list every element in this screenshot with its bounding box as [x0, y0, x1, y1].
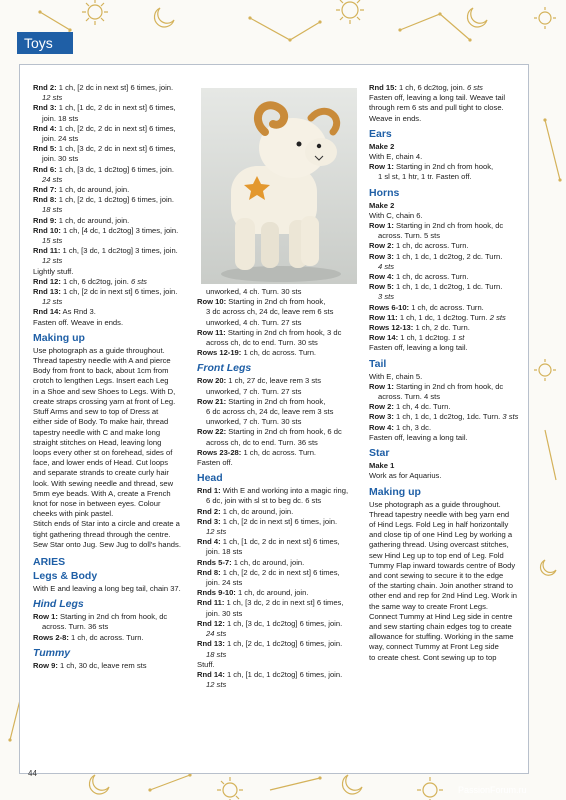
row-text: 1 ch, dc across. Turn. [68, 632, 144, 642]
pattern-row [33, 307, 191, 317]
text-line: tapestry needle with C and make long [33, 427, 161, 437]
row-label: Rnd 2: [33, 83, 57, 92]
pattern-row [197, 486, 363, 496]
row-text: 1 ch, dc around, join. [220, 506, 294, 516]
row-label: Row 4: [369, 422, 394, 432]
row-label: Rnd 13: [33, 287, 61, 297]
row-text: 1 ch, 27 dc, leave rem 3 sts [226, 376, 322, 386]
row-text: 1 ch, dc around, join. [56, 215, 130, 225]
pattern-row [369, 313, 525, 323]
pattern-row [33, 144, 191, 154]
section-heading: Making up [369, 485, 421, 498]
row-label: Row 3: [369, 251, 394, 261]
section-heading: Ears [369, 127, 392, 140]
making-up-text [369, 500, 525, 663]
pattern-row [33, 216, 191, 226]
section-heading: Head [197, 472, 223, 485]
pattern-row [197, 507, 363, 517]
row-label: Rows 23-28: [197, 447, 242, 457]
pattern-row [369, 402, 525, 412]
text-line: create straps crossing yarn at front of Leg. [33, 396, 176, 406]
row-count: unworked, 4 ch. Turn. 30 sts [206, 287, 302, 296]
text-line: and cont sewing to secure it to the edge [369, 570, 504, 580]
row-text: 1 ch, dc across. Turn. [241, 447, 317, 457]
row-label: Rnds 9-10: [197, 588, 236, 598]
row-count: 18 sts [206, 649, 227, 659]
section-heading: Front Legs [197, 362, 252, 375]
row-label: Rnd 8: [33, 195, 57, 205]
row-label: Rnd 10: [33, 225, 61, 235]
row-count: unworked, 7 ch. Turn. 27 sts [206, 386, 302, 396]
row-label: Row 10: [197, 297, 227, 307]
row-text: 1 ch, [4 dc, 1 dc2tog] 3 times, join. [60, 225, 179, 235]
pattern-row [33, 612, 191, 622]
pattern-row [369, 272, 525, 282]
sun-icon [534, 359, 556, 381]
row-count: unworked, 4 ch. Turn. 27 sts [206, 317, 302, 327]
row-label: Rnds 5-7: [197, 557, 232, 567]
making-up-text [33, 346, 191, 550]
pattern-row [197, 297, 363, 307]
row-count: 24 sts [206, 629, 227, 639]
text-line: of the starting chain. Join another strand to [369, 581, 513, 591]
row-label: Rnd 1: [197, 486, 221, 496]
text-line: other end and rep for 2nd Hind Leg. Work in [369, 591, 518, 601]
text-line: allowance for stuffing. Working in the same [369, 632, 514, 642]
section-heading: Legs & Body [33, 569, 98, 582]
watermark-credit: PassionForum.ru [458, 785, 527, 795]
row-label: Row 20: [197, 376, 227, 386]
row-label: Rnd 7: [33, 185, 57, 195]
sun-icon [534, 7, 556, 29]
pattern-row [369, 303, 525, 313]
moon-icon [89, 775, 109, 794]
row-text: 1 ch, [3 dc, 1 dc2tog] 6 times, join. [224, 618, 343, 628]
pattern-row [33, 277, 191, 287]
ram-toy-illustration [201, 88, 357, 284]
row-text: 1 ch, [2 dc, 1 dc2tog] 6 times, join. [224, 639, 343, 649]
row-label: Row 1: [33, 612, 58, 622]
row-count: 6 sts [130, 276, 147, 286]
section-heading: Tail [369, 357, 387, 370]
pattern-row [33, 83, 191, 93]
text-line: face, and lower ends of Head. Cut loops [33, 458, 169, 468]
text-line: Stuff Arms and sew to top of Dress at [33, 407, 159, 417]
row-label: Row 3: [369, 412, 394, 422]
text-line: and close tip of one Hind Leg by working a [369, 530, 513, 540]
row-label: Rnd 12: [197, 618, 225, 628]
text-line: to create chest. Cont sewing up to top [369, 652, 497, 662]
pattern-row [197, 448, 363, 458]
text-line: and separate strands to create curly hair [33, 468, 169, 478]
text-line: cheeks with pink pastel. [33, 509, 114, 519]
text-line: Thread tapestry needle with beg yarn end [369, 509, 510, 519]
text-line: Fasten off, leaving a long tail. Weave tail [369, 93, 506, 103]
pattern-row [369, 323, 525, 333]
section-heading: ARIES [33, 555, 66, 568]
pattern-row [33, 195, 191, 205]
ram-toy-photo [201, 88, 357, 284]
pattern-row [197, 348, 363, 358]
row-text: 1 ch, dc across. Turn. [241, 348, 317, 358]
row-count: across. Turn. 4 sts [378, 392, 441, 402]
row-label: Row 9: [33, 660, 58, 670]
row-text: 1 ch, [3 dc, 2 dc in next st] 6 times, [56, 144, 176, 154]
row-text: 1 sl st, 1 htr, 1 tr. Fasten off. [378, 172, 472, 182]
text-line: straight stitches on Head, leaving long [33, 437, 162, 447]
row-label: Rnd 3: [197, 516, 221, 526]
moon-icon [342, 775, 362, 794]
row-count: 3 sts [378, 292, 395, 302]
row-count: 24 sts [42, 174, 63, 184]
row-text: 1 ch, [2 dc, 2 dc in next st] 6 times, [220, 567, 340, 577]
pattern-row [197, 537, 363, 547]
row-count: unworked, 7 ch. Turn. 30 sts [206, 417, 302, 427]
row-label: Rows 2-8: [33, 632, 69, 642]
pattern-row [197, 328, 363, 338]
text-line: way, connect Tummy at Front Leg side [369, 642, 499, 652]
pattern-row [197, 427, 363, 437]
text-line: Stitch ends of Star into a circle and create a [33, 519, 180, 529]
pattern-row [369, 412, 525, 422]
text-line: Weave in ends. [369, 113, 422, 123]
text-line: either side of Body. To make hair, thread [33, 417, 169, 427]
row-label: Rnd 11: [33, 246, 61, 256]
row-text: 1 ch, 30 dc, leave rem sts [57, 660, 147, 670]
row-label: Rnd 6: [33, 164, 57, 174]
section-heading: Hind Legs [33, 598, 84, 611]
row-label: Rnd 12: [33, 276, 61, 286]
pattern-note: With C, chain 6. [369, 210, 423, 220]
pattern-row [197, 588, 363, 598]
row-text: Starting in 2nd ch from hook, 6 dc [226, 427, 342, 437]
row-count: 12 sts [42, 93, 63, 103]
section-tab: Toys [17, 32, 73, 54]
pattern-row [369, 382, 525, 392]
pattern-row [197, 517, 363, 527]
row-text: 1 ch, 1 dc, 1 dc2tog, 1 dc. Turn. [393, 282, 503, 292]
row-label: Rnd 14: [197, 669, 225, 679]
row-text: With E and working into a magic ring, [220, 486, 349, 496]
row-text: 1 ch, dc across. Turn. [393, 241, 469, 251]
row-text: 1 ch, 1 dc2tog. [398, 333, 453, 343]
row-text: Starting in 2nd ch from hook, dc [393, 381, 504, 391]
text-line: Use photograph as a guide throughout. [33, 345, 165, 355]
make-count: Make 2 [369, 141, 395, 151]
row-label: Rows 6-10: [369, 302, 410, 312]
row-label: Row 11: [369, 312, 398, 322]
section-heading: Horns [369, 186, 400, 199]
moon-icon [541, 560, 556, 575]
text-line: in a Shoe and sew Shoes to Legs. With D, [33, 386, 176, 396]
pattern-note: Fasten off, leaving a long tail. [369, 432, 468, 442]
row-label: Row 5: [369, 282, 394, 292]
row-text: Starting in 2nd ch from hook, [226, 297, 326, 307]
page-number: 44 [28, 769, 37, 778]
row-count: join. 18 sts [206, 547, 243, 557]
text-line: look. With sewing needle and thread, sew [33, 478, 174, 488]
row-count: 1 st [452, 333, 465, 343]
row-label: Row 2: [369, 402, 394, 412]
pattern-note: Fasten off. [197, 458, 233, 468]
pattern-row [369, 83, 525, 93]
row-label: Row 1: [369, 162, 394, 172]
row-count: 3 sts [502, 412, 519, 422]
row-text: 1 ch, 6 dc2tog, join. [60, 276, 131, 286]
row-count: 2 sts [489, 312, 506, 322]
column-left [33, 83, 191, 671]
pattern-row [369, 162, 525, 172]
row-text: 1 ch, dc across. Turn. [409, 302, 484, 312]
row-label: Rows 12-13: [369, 323, 414, 333]
pattern-row [369, 221, 525, 231]
text-line: through rem 6 sts and pull tight to close. [369, 103, 504, 113]
row-label: Rnd 2: [197, 506, 221, 516]
row-count: 4 sts [378, 261, 395, 271]
pattern-row [369, 333, 525, 343]
row-label: Row 22: [197, 427, 227, 437]
row-text: 1 ch, 1 dc, 1 dc2tog, 2 dc. Turn. [393, 251, 503, 261]
moon-icon [467, 8, 487, 27]
text-line: the same way to create Front Legs. [369, 601, 489, 611]
row-text: 1 ch, [1 dc, 2 dc in next st] 6 times, [220, 537, 340, 547]
text-line: Sew Star onto Jug. Sew Jug to doll's hands. [33, 539, 181, 549]
pattern-note: With E and leaving a long beg tail, chain 37. [33, 583, 181, 593]
pattern-row [33, 103, 191, 113]
row-count: 6 sts [466, 83, 483, 92]
pattern-row [369, 241, 525, 251]
sun-icon [336, 0, 364, 24]
text-line: Connect Tummy at Hind Leg side in centre [369, 611, 513, 621]
row-count: 12 sts [206, 527, 227, 537]
text-line: crotch to lengthen Legs. Insert each Leg [33, 376, 169, 386]
pattern-row [33, 246, 191, 256]
make-count: Make 2 [369, 200, 395, 210]
row-text: 1 ch, [2 dc in next st] 6 times, join. [220, 516, 338, 526]
pattern-row [33, 633, 191, 643]
row-count: join. 30 sts [42, 154, 79, 164]
row-text: 1 ch, [1 dc, 2 dc in next st] 6 times, [56, 103, 176, 113]
pattern-row [33, 226, 191, 236]
row-text: 1 ch, [2 dc in next st] 6 times, join. [60, 287, 178, 297]
row-text: 1 ch, [3 dc, 1 dc2tog] 3 times, join. [60, 246, 178, 256]
row-text: Starting in 2nd ch from hook, [226, 396, 326, 406]
text-line: Use photograph as a guide throughout. [369, 499, 501, 509]
row-text: 1 ch, [2 dc in next st] 6 times, join. [56, 83, 174, 92]
pattern-row [197, 568, 363, 578]
row-label: Rnd 3: [33, 103, 57, 113]
section-heading: Making up [33, 331, 85, 344]
row-count: 15 sts [42, 236, 63, 246]
pattern-row [197, 670, 363, 680]
text-line: knot for nose in between eyes. Colour [33, 498, 161, 508]
row-text: 1 ch, 6 dc2tog, join. [396, 83, 467, 92]
text-line: Tummy Flap inward towards centre of Body [369, 560, 516, 570]
section-heading: Star [369, 447, 390, 460]
pattern-note: Work as for Aquarius. [369, 471, 442, 481]
pattern-note: Fasten off, leaving a long tail. [369, 343, 468, 353]
row-label: Row 2: [369, 241, 394, 251]
pattern-row [33, 287, 191, 297]
row-count: join. 24 sts [42, 134, 79, 144]
pattern-row [369, 282, 525, 292]
row-text: 1 ch, dc around, join. [56, 185, 130, 195]
make-count: Make 1 [369, 461, 395, 471]
row-label: Row 1: [369, 221, 394, 231]
row-count: 6 dc, join with sl st to beg dc. 6 sts [206, 496, 322, 506]
row-text: 1 ch, 2 dc. Turn. [413, 323, 470, 333]
row-count: 12 sts [42, 297, 63, 307]
pattern-note: With E, chain 5. [369, 371, 423, 381]
row-label: Rnd 15: [369, 83, 397, 92]
row-label: Rnd 5: [33, 144, 57, 154]
row-text: 1 ch, dc around, join. [231, 557, 305, 567]
row-count: 18 sts [42, 205, 63, 215]
text-line: sew Hind Leg up to top end of Leg. Fold [369, 550, 504, 560]
row-label: Row 11: [197, 327, 226, 337]
row-label: Rnd 4: [197, 537, 221, 547]
row-text: Starting in 2nd ch from hook, dc [393, 221, 504, 231]
row-label: Rnd 13: [197, 639, 225, 649]
row-label: Row 4: [369, 272, 394, 282]
section-heading: Tummy [33, 646, 71, 659]
row-label: Rnd 11: [197, 598, 225, 608]
row-text: 1 ch, 1 dc, 1 dc2tog, 1dc. Turn. [393, 412, 503, 422]
row-text: 3 dc across ch, 24 dc, leave rem 6 sts [206, 307, 334, 317]
sun-icon [217, 777, 243, 800]
sun-icon [82, 0, 108, 25]
row-count: across. Turn. 5 sts [378, 231, 441, 241]
row-text: As Rnd 3. [60, 307, 96, 317]
row-count: join. 18 sts [42, 113, 79, 123]
row-text: 1 ch, [3 dc, 2 dc in next st] 6 times, [224, 598, 344, 608]
row-label: Rnd 14: [33, 307, 61, 317]
row-text: 1 ch, dc around, join. [235, 588, 309, 598]
pattern-note: Lightly stuff. [33, 266, 74, 276]
row-label: Rnd 4: [33, 123, 57, 133]
pattern-row [33, 124, 191, 134]
row-label: Rnd 9: [33, 215, 57, 225]
row-text: 6 dc across ch, 24 dc, leave rem 3 sts [206, 407, 334, 417]
pattern-row [369, 252, 525, 262]
column-right [369, 83, 525, 663]
pattern-row [197, 397, 363, 407]
pattern-row [33, 661, 191, 671]
text-line: Body from front to back, about 1cm from [33, 366, 169, 376]
row-label: Row 21: [197, 396, 227, 406]
text-line: and sew starting chain edges tog to create [369, 621, 512, 631]
pattern-note: Stuff. [197, 659, 215, 669]
pattern-row [197, 619, 363, 629]
pattern-row [197, 598, 363, 608]
rnd15-text [369, 93, 525, 124]
row-text: 1 ch, dc across. Turn. [393, 272, 469, 282]
pattern-row [33, 165, 191, 175]
row-text: Starting in 2nd ch from hook, [393, 162, 494, 172]
row-text: 1 ch, [2 dc, 1 dc2tog] 6 times, join. [56, 195, 174, 205]
row-label: Rows 12-19: [197, 348, 242, 358]
text-line: gathering thread. Using overcast stitches, [369, 540, 509, 550]
row-text: 1 ch, [3 dc, 1 dc2tog] 6 times, join. [56, 164, 174, 174]
pattern-row [197, 558, 363, 568]
row-text: Starting in 2nd ch from hook, 3 dc [225, 327, 342, 337]
row-text: 1 ch, 4 dc. Turn. [393, 402, 451, 412]
row-count: across ch, dc to end. Turn. 30 sts [206, 338, 318, 348]
row-text: 1 ch, 3 dc. [393, 422, 432, 432]
text-line: of Hind Legs. Fold Leg in half horizontally [369, 519, 509, 529]
pattern-row [33, 185, 191, 195]
row-text: 1 ch, [2 dc, 2 dc in next st] 6 times, [56, 123, 176, 133]
pattern-row [369, 423, 525, 433]
pattern-row [197, 639, 363, 649]
row-text: 1 ch, [1 dc, 1 dc2tog] 6 times, join. [224, 669, 343, 679]
row-text: 1 ch, 1 dc, 1 dc2tog. Turn. [397, 312, 490, 322]
row-count: join. 30 sts [206, 608, 243, 618]
row-count: across ch, dc to end. Turn. 36 sts [206, 437, 318, 447]
row-label: Rnd 8: [197, 567, 221, 577]
column-middle [197, 287, 363, 690]
row-label: Row 1: [369, 381, 394, 391]
text-line: loops every other st on forehead, sides of [33, 447, 173, 457]
row-label: Row 14: [369, 333, 399, 343]
text-line: tight gathering thread through the centre. [33, 529, 171, 539]
pattern-note: With E, chain 4. [369, 152, 423, 162]
text-line: Thread tapestry needle with A and pierce [33, 356, 171, 366]
row-count: join. 24 sts [206, 578, 243, 588]
text-line: 5mm eye beads. With A, create a French [33, 488, 171, 498]
pattern-row [197, 376, 363, 386]
pattern-note: Fasten off. Weave in ends. [33, 317, 124, 327]
row-count: across. Turn. 36 sts [42, 622, 109, 632]
row-count: 12 sts [42, 256, 63, 266]
sun-icon [417, 777, 443, 800]
row-count: 12 sts [206, 680, 227, 690]
row-text: Starting in 2nd ch from hook, dc [57, 612, 168, 622]
moon-icon [154, 8, 174, 27]
